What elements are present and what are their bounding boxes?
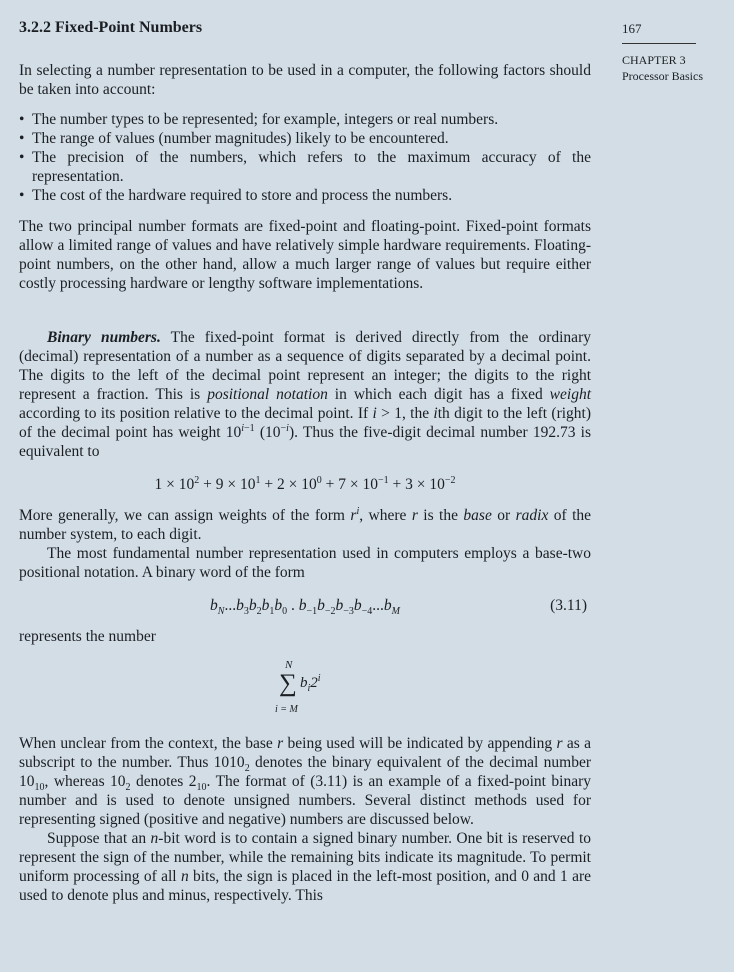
intro-paragraph: In selecting a number representation to be used in a computer, the following factors should be taken into account: — [19, 62, 591, 98]
list-item: • The number types to be represented; for example, integers or real numbers. — [19, 110, 591, 129]
equation-number: (3.11) — [550, 597, 587, 614]
list-item: • The precision of the numbers, which refers to the maximum accuracy of the representation. — [19, 148, 591, 186]
formats-paragraph: The two principal number formats are fixed-point and floating-point. Fixed-point formats allow a limited range of values and have relatively simple hardware requirements. Floating-point numbers, on the other hand, allow a much larger range of values but require either costly processing hardware or lengthy software implementations. — [19, 218, 591, 292]
sum-term: $b_i2^i$ — [300, 673, 321, 694]
sum-lower-limit: i = M — [275, 704, 298, 715]
base-two-paragraph: The most fundamental number representation used in computers employs a base-two positional notation. A binary word of the form — [19, 545, 591, 581]
body-text — [19, 61, 591, 905]
summation-formula — [19, 656, 591, 720]
section-heading: 3.2.2 Fixed-Point Numbers — [19, 19, 203, 36]
factor-list — [19, 110, 591, 205]
chapter-title: Processor Basics — [622, 69, 703, 83]
list-item: • The range of values (number magnitudes) likely to be encountered. — [19, 129, 591, 148]
sigma-symbol: ∑ — [279, 670, 297, 697]
sum-upper-limit: N — [285, 659, 293, 671]
margin-divider — [622, 43, 696, 44]
binary-numbers-paragraph: Binary numbers. The fixed-point format is derived directly from the ordinary (decimal) representation of a number as a sequence of digits separated by a decimal point. The digits to the left of the decimal point represent an integer; the digits to the right represent a fraction. This is positional notation in which each digit has a fixed weight according to its position relative to the decimal point. If i > 1, the ith digit to the left (right) of the decimal point has weight $10^{i-1}$ $(10^{-i})$. Thus the five-digit decimal number 192.73 is equivalent to — [19, 329, 592, 460]
page-number: 167 — [622, 21, 642, 36]
represents-line: represents the number — [19, 628, 156, 645]
binary-word-equation: $b_N...b_3b_2b_1b_0$ . $b_{-1}b_{-2}b_{-3}b_{-4}...b_M$ (3.11) — [210, 597, 587, 618]
weights-paragraph: More generally, we can assign weights of the form $r^i$, where r is the base or radix of the number system, to each digit. — [19, 505, 592, 543]
subscript-paragraph: When unclear from the context, the base r being used will be indicated by appending r as a subscript to the number. Thus $1010_2$ denotes the binary equivalent of the decimal number $10_{10}$, whereas $10_2$ denotes $2_{10}$. The format of (3.11) is an example of a fixed-point binary number and is used to denote unsigned numbers. Several distinct methods used for representing signed (positive and negative) numbers are discussed below. — [19, 735, 591, 828]
chapter-label: CHAPTER 3 — [622, 53, 686, 67]
decimal-expansion-equation: $1 \times 10^2 + 9 \times 10^1 + 2 \times 10^0 + 7 \times 10^{-1} + 3 \times 10^{-2}$ — [154, 474, 456, 493]
list-item: • The cost of the hardware required to store and process the numbers. — [19, 186, 591, 205]
signed-number-paragraph: Suppose that an n-bit word is to contain a signed binary number. One bit is reserved to represent the sign of the number, while the remaining bits indicate its magnitude. To permit uniform processing of all n bits, the sign is placed in the left-most position, and 0 and 1 are used to denote plus and minus, respectively. This — [19, 830, 591, 904]
run-in-heading: Binary numbers. — [47, 329, 161, 346]
